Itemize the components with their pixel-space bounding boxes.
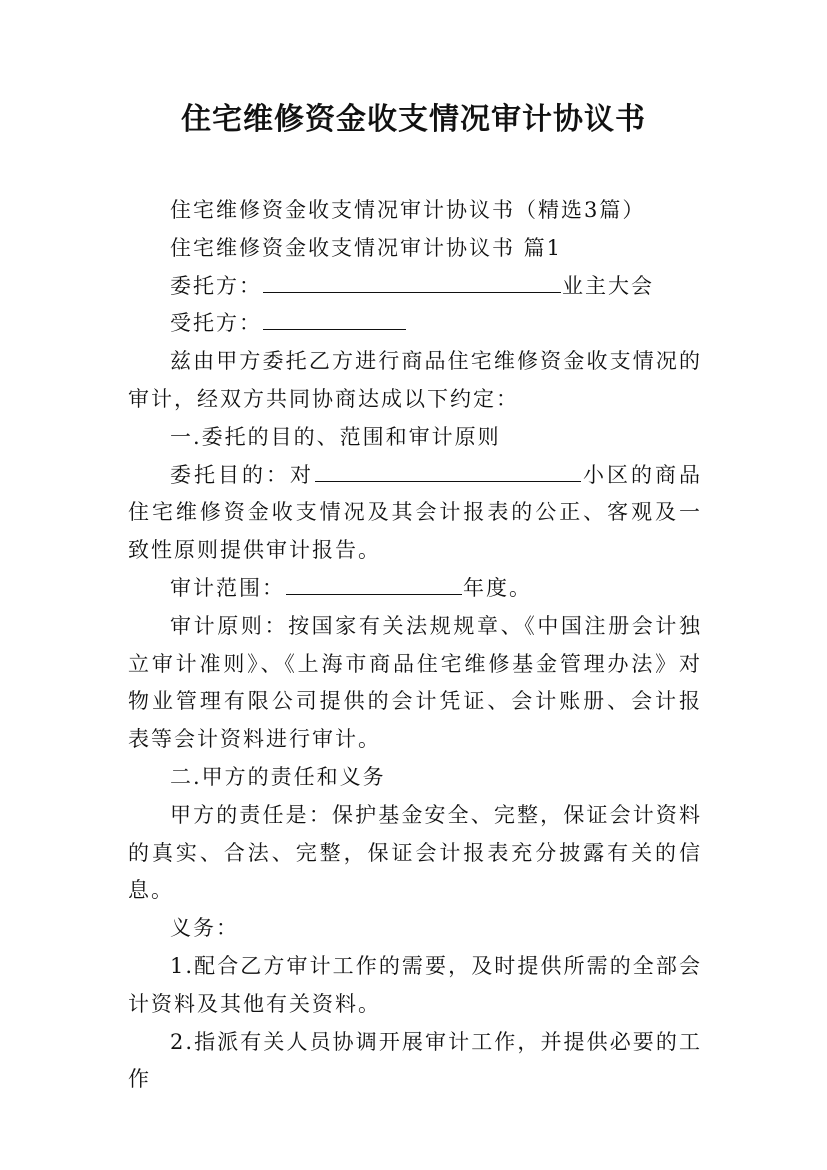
purpose-paragraph	[128, 457, 702, 570]
intro-line: 住宅维修资金收支情况审计协议书（精选3篇）	[170, 198, 646, 222]
contractor-label: 受托方：	[170, 311, 262, 336]
contractor-line	[128, 305, 702, 343]
scope-prefix: 审计范围：	[170, 575, 285, 600]
heading-two: 二.甲方的责任和义务	[170, 764, 386, 789]
duty-item-2: 2.指派有关人员协调开展审计工作，并提供必要的工作	[128, 1029, 702, 1092]
entrust-paragraph: 兹由甲方委托乙方进行商品住宅维修资金收支情况的审计，经双方共同协商达成以下约定：	[128, 349, 702, 411]
duties-label: 义务：	[170, 916, 239, 941]
purpose-suffix: 小区的商品住宅维修资金收支情况及其会计报表的公正、客观及一致性原则提供审计报告。	[128, 462, 702, 563]
document-title: 住宅维修资金收支情况审计协议书	[181, 102, 646, 137]
client-line	[128, 268, 702, 306]
responsibility-paragraph: 甲方的责任是：保护基金安全、完整，保证会计资料的真实、合法、完整，保证会计报表充分披露有关的信息。	[128, 802, 702, 903]
duty-item-1: 1.配合乙方审计工作的需要，及时提供所需的全部会计资料及其他有关资料。	[128, 953, 702, 1016]
section-heading: 住宅维修资金收支情况审计协议书 篇1	[170, 235, 563, 260]
client-blank	[263, 268, 561, 293]
purpose-prefix: 委托目的：对	[170, 462, 314, 487]
principle-paragraph: 审计原则：按国家有关法规规章、《中国注册会计独立审计准则》、《上海市商品住宅维修基金管理办法》对物业管理有限公司提供的会计凭证、会计账册、会计报表等会计资料进行审计。	[128, 613, 702, 752]
client-label: 委托方：	[170, 273, 262, 298]
heading-one: 一.委托的目的、范围和审计原则	[170, 424, 501, 449]
purpose-blank	[315, 457, 581, 482]
document-body	[128, 192, 702, 1099]
client-suffix: 业主大会	[562, 273, 654, 298]
scope-paragraph	[128, 570, 702, 608]
scope-suffix: 年度。	[463, 575, 532, 600]
scope-blank	[286, 570, 462, 595]
contractor-blank	[263, 305, 406, 330]
